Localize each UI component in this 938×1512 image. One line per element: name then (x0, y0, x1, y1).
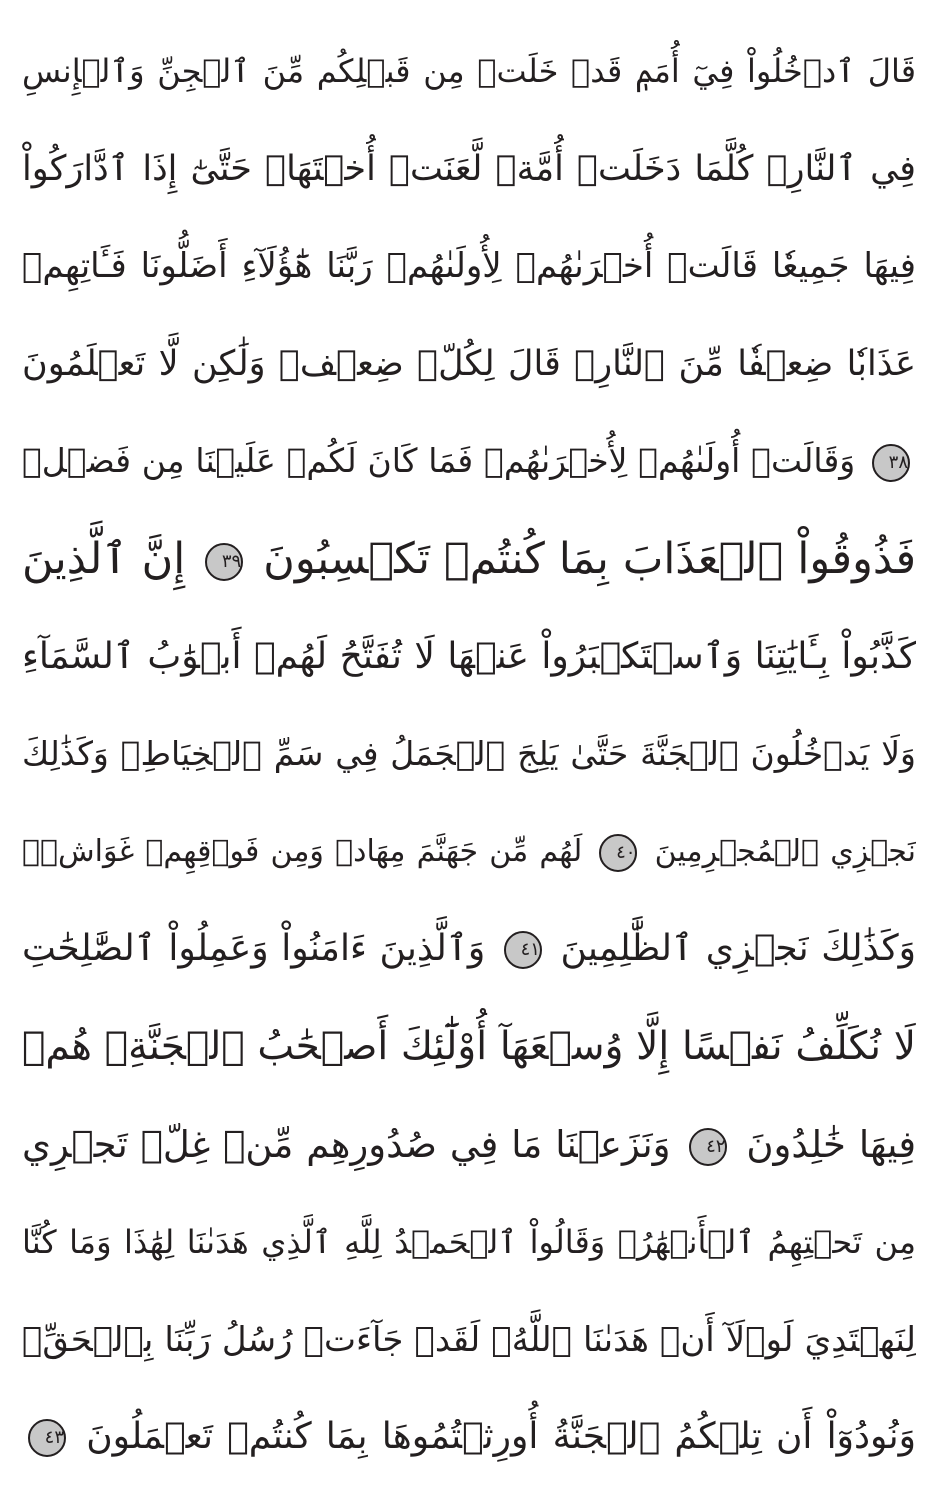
text-line-15 (22, 1394, 916, 1480)
text-line-3 (22, 223, 916, 309)
verse-text: وَقَالَتۡ أُولَىٰهُمۡ لِأُخۡرَىٰهُمۡ فَمَا كَانَ لَكُمۡ عَلَيۡنَا مِن فَضۡلٖ (22, 441, 856, 480)
text-line-10 (22, 906, 916, 992)
text-line-9 (22, 809, 916, 895)
verse-text: وَكَذَٰلِكَ نَجۡزِي ٱلظَّٰلِمِينَ (560, 928, 916, 969)
ayah-number-marker: ٤٢ (689, 1128, 727, 1166)
ayah-number-marker: ٤٣ (28, 1419, 66, 1457)
verse-text: وَنُودُوٓاْ أَن تِلۡكُمُ ٱلۡجَنَّةُ أُورِثۡتُمُوهَا بِمَا كُنتُمۡ تَعۡمَلُونَ (86, 1416, 916, 1457)
verse-text: لَهُم مِّن جَهَنَّمَ مِهَادٞ وَمِن فَوۡقِهِمۡ غَوَاشٖۚ (22, 834, 583, 869)
verse-text: وَلَا يَدۡخُلُونَ ٱلۡجَنَّةَ حَتَّىٰ يَلِجَ ٱلۡجَمَلُ فِي سَمِّ ٱلۡخِيَاطِۚ وَكَذَٰلِكَ (22, 734, 916, 773)
verse-text: فِيهَا خَٰلِدُونَ (746, 1123, 916, 1166)
text-line-1 (22, 28, 916, 114)
ayah-number-marker: ٣٩ (205, 543, 243, 581)
verse-text: فَذُوقُواْ ٱلۡعَذَابَ بِمَا كُنتُمۡ تَكۡسِبُونَ (263, 534, 916, 584)
text-line-13 (22, 1199, 916, 1285)
verse-text: مِن تَحۡتِهِمُ ٱلۡأَنۡهَٰرُۖ وَقَالُواْ ٱلۡحَمۡدُ لِلَّهِ ٱلَّذِي هَدَىٰنَا لِهَٰذَا وَمَا كُنَّا (22, 1223, 916, 1261)
text-line-2 (22, 126, 916, 212)
verse-text: وَنَزَعۡنَا مَا فِي صُدُورِهِم مِّنۡ غِلّٖ تَجۡرِي (22, 1123, 671, 1166)
verse-text: لَا نُكَلِّفُ نَفۡسًا إِلَّا وُسۡعَهَآ أُوْلَٰٓئِكَ أَصۡحَٰبُ ٱلۡجَنَّةِۖ هُمۡ (22, 1024, 916, 1069)
verse-text: وَٱلَّذِينَ ءَامَنُواْ وَعَمِلُواْ ٱلصَّٰلِحَٰتِ (22, 928, 486, 969)
verse-text: لِنَهۡتَدِيَ لَوۡلَآ أَنۡ هَدَىٰنَا ٱللَّهُۖ لَقَدۡ جَآءَتۡ رُسُلُ رَبِّنَا بِٱلۡحَقِّۖ (22, 1320, 916, 1360)
text-line-8 (22, 711, 916, 797)
text-line-11 (22, 1004, 916, 1090)
ayah-number-marker: ٤١ (504, 931, 542, 969)
text-line-14 (22, 1297, 916, 1383)
verse-text: فِيهَا جَمِيعٗا قَالَتۡ أُخۡرَىٰهُمۡ لِأُولَىٰهُمۡ رَبَّنَا هَٰٓؤُلَآءِ أَضَلُّونَا فَـَٔاتِهِمۡ (22, 246, 916, 286)
verse-text: إِنَّ ٱلَّذِينَ (22, 534, 186, 584)
ayah-number-marker: ٣٨ (872, 444, 910, 482)
text-line-5 (22, 418, 916, 504)
text-line-7 (22, 614, 916, 700)
ayah-number-marker: ٤٠ (599, 834, 637, 872)
verse-text: فِي ٱلنَّارِۖ كُلَّمَا دَخَلَتۡ أُمَّةٞ لَّعَنَتۡ أُخۡتَهَاۖ حَتَّىٰٓ إِذَا ٱدَّارَكُواْ (22, 149, 916, 189)
verse-text: قَالَ ٱدۡخُلُواْ فِيٓ أُمَمٖ قَدۡ خَلَتۡ مِن قَبۡلِكُم مِّنَ ٱلۡجِنِّ وَٱلۡإِنسِ (22, 52, 916, 90)
text-line-12 (22, 1102, 916, 1188)
verse-text: نَجۡزِي ٱلۡمُجۡرِمِينَ (654, 834, 916, 869)
verse-text: عَذَابٗا ضِعۡفٗا مِّنَ ٱلنَّارِۖ قَالَ لِكُلّٖ ضِعۡفٞ وَلَٰكِن لَّا تَعۡلَمُونَ (22, 344, 916, 384)
text-line-4 (22, 321, 916, 407)
verse-text: كَذَّبُواْ بِـَٔايَٰتِنَا وَٱسۡتَكۡبَرُواْ عَنۡهَا لَا تُفَتَّحُ لَهُمۡ أَبۡوَٰبُ ٱلسَّمَآءِ (22, 636, 916, 677)
text-line-6 (22, 516, 916, 602)
